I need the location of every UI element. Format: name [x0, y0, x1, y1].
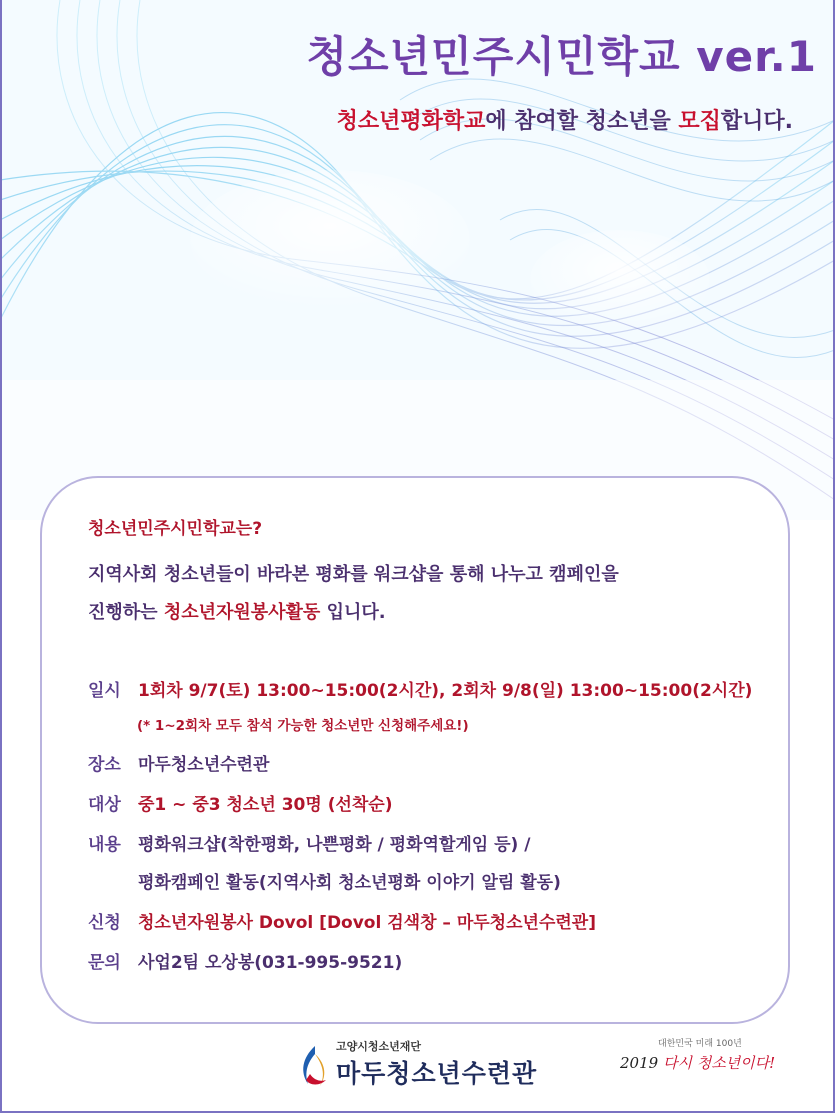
logo-center-name: 마두청소년수련관: [336, 1059, 538, 1088]
date-label: 일시: [88, 681, 121, 701]
target-label: 대상: [88, 795, 121, 815]
apply-label: 신청: [88, 913, 121, 933]
slogan-text: [620, 1052, 775, 1073]
place-value: 마두청소년수련관: [138, 755, 270, 775]
intro-question: 청소년민주시민학교는?: [88, 519, 263, 539]
target-count: 청소년 30명 (선착순): [220, 795, 393, 815]
place-label: 장소: [88, 755, 121, 775]
content-row: [88, 830, 530, 855]
target-grade: 중1 ~ 중3: [138, 795, 221, 815]
place-row: [88, 750, 269, 775]
center-logo: [296, 1034, 556, 1094]
intro-line-2: [88, 598, 386, 624]
date-row: [88, 676, 752, 701]
flame-logo-icon: [296, 1044, 334, 1088]
contact-label: 문의: [88, 953, 121, 973]
contact-row: [88, 948, 402, 973]
slogan-year: 2019: [620, 1054, 663, 1072]
subtitle-end: 합니다.: [720, 109, 793, 134]
apply-value: 청소년자원봉사 Dovol [Dovol 검색창 – 마두청소년수련관]: [138, 913, 596, 933]
content-row-2: [138, 868, 561, 893]
page-title: 청소년민주시민학교 ver.1: [306, 32, 817, 81]
subtitle-program: 청소년평화학교: [336, 109, 486, 134]
apply-row: [88, 908, 596, 933]
content-line-2: 평화캠페인 활동(지역사회 청소년평화 이야기 알림 활동): [138, 873, 561, 893]
date-note: (* 1~2회차 모두 참석 가능한 청소년만 신청해주세요!): [137, 718, 469, 734]
slogan-subtext: 대한민국 미래 100년: [658, 1039, 742, 1049]
logo-org-name: 고양시청소년재단: [336, 1040, 422, 1053]
content-label: 내용: [88, 835, 121, 855]
slogan-phrase: 다시 청소년이다!: [662, 1054, 776, 1072]
contact-value: 사업2팀 오상봉(031-995-9521): [138, 953, 403, 973]
date-value: 1회차 9/7(토) 13:00~15:00(2시간), 2회차 9/8(일) 13:00~15:00(2시간): [138, 681, 753, 701]
intro-line-2-start: 진행하는: [88, 602, 164, 623]
slogan: [614, 1030, 789, 1082]
intro-activity: 청소년자원봉사활동: [163, 602, 321, 623]
subtitle-middle: 에 참여할 청소년을: [485, 109, 679, 134]
intro-line-2-end: 입니다.: [320, 602, 386, 623]
target-row: [88, 790, 393, 815]
intro-line-1: 지역사회 청소년들이 바라본 평화를 워크샵을 통해 나누고 캠페인을: [88, 564, 619, 585]
frame-left: [0, 0, 2, 1113]
content-line-1: 평화워크샵(착한평화, 나쁜평화 / 평화역할게임 등) /: [138, 835, 531, 855]
subtitle-recruit: 모집: [678, 109, 721, 134]
recruit-subtitle: [0, 104, 793, 135]
